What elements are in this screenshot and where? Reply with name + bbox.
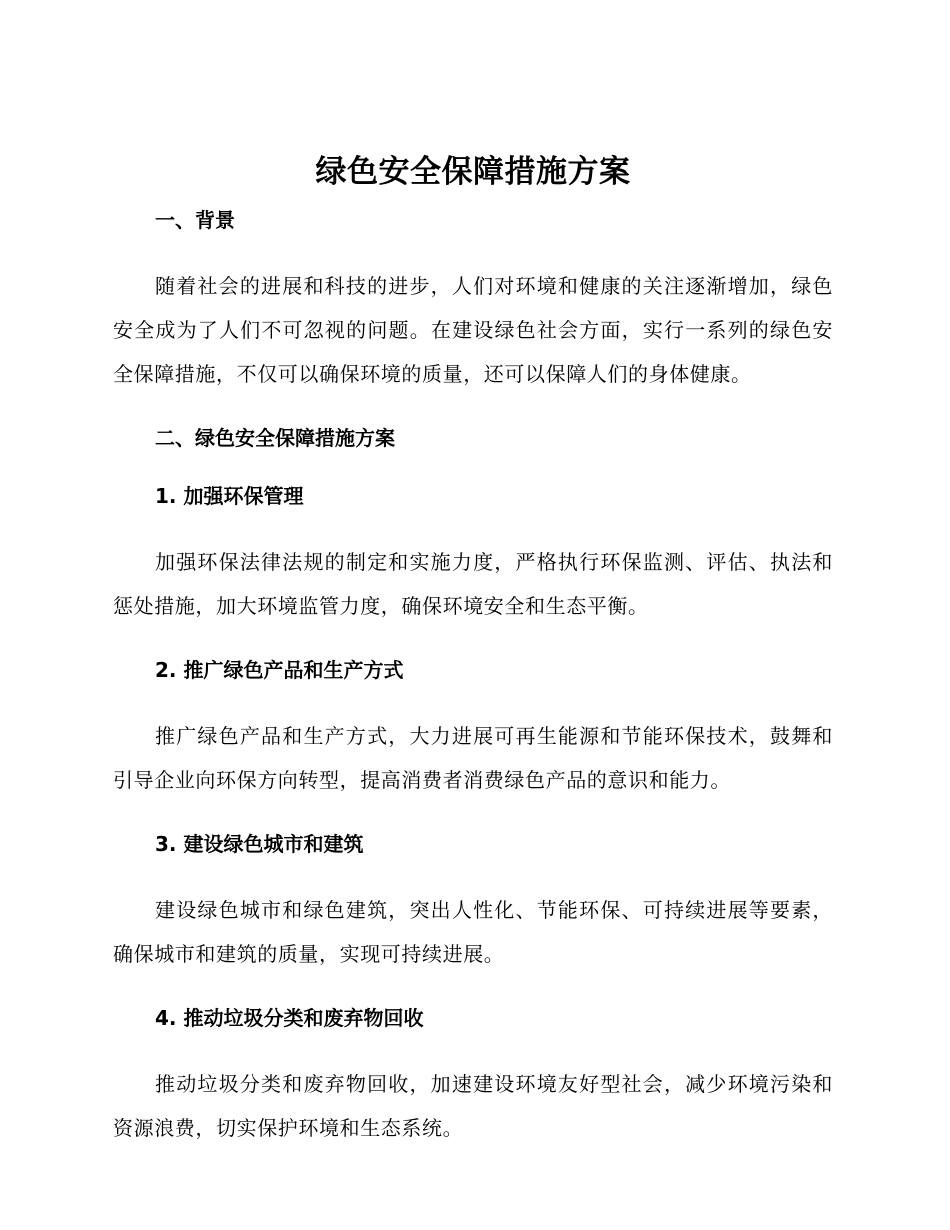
section-paragraph-background: 随着社会的进展和科技的进步，人们对环境和健康的关注逐渐增加，绿色安全成为了人们不可忽视的问题。在建设绿色社会方面，实行一系列的绿色安全保障措施，不仅可以确保环境的质量，还可以保障人们的身体健康。 — [113, 274, 833, 386]
subsection-heading-4: 4. 推动垃圾分类和废弃物回收 — [155, 1006, 424, 1030]
subsection-heading-1: 1. 加强环保管理 — [155, 484, 304, 508]
subsection-heading-3: 3. 建设绿色城市和建筑 — [155, 832, 364, 856]
document-title: 绿色安全保障措施方案 — [315, 154, 631, 190]
section-heading-background: 一、背景 — [155, 208, 235, 232]
subsection-paragraph-4: 推动垃圾分类和废弃物回收，加速建设环境友好型社会，减少环境污染和资源浪费，切实保护环境和生态系统。 — [113, 1072, 833, 1140]
document-page — [113, 150, 833, 1150]
section-heading-measures: 二、绿色安全保障措施方案 — [155, 426, 395, 450]
subsection-paragraph-1: 加强环保法律法规的制定和实施力度，严格执行环保监测、评估、执法和惩处措施，加大环境监管力度，确保环境安全和生态平衡。 — [113, 550, 833, 618]
subsection-paragraph-2: 推广绿色产品和生产方式，大力进展可再生能源和节能环保技术，鼓舞和引导企业向环保方向转型，提高消费者消费绿色产品的意识和能力。 — [113, 724, 833, 792]
subsection-paragraph-3: 建设绿色城市和绿色建筑，突出人性化、节能环保、可持续进展等要素，确保城市和建筑的质量，实现可持续进展。 — [113, 898, 833, 966]
subsection-heading-2: 2. 推广绿色产品和生产方式 — [155, 658, 404, 682]
